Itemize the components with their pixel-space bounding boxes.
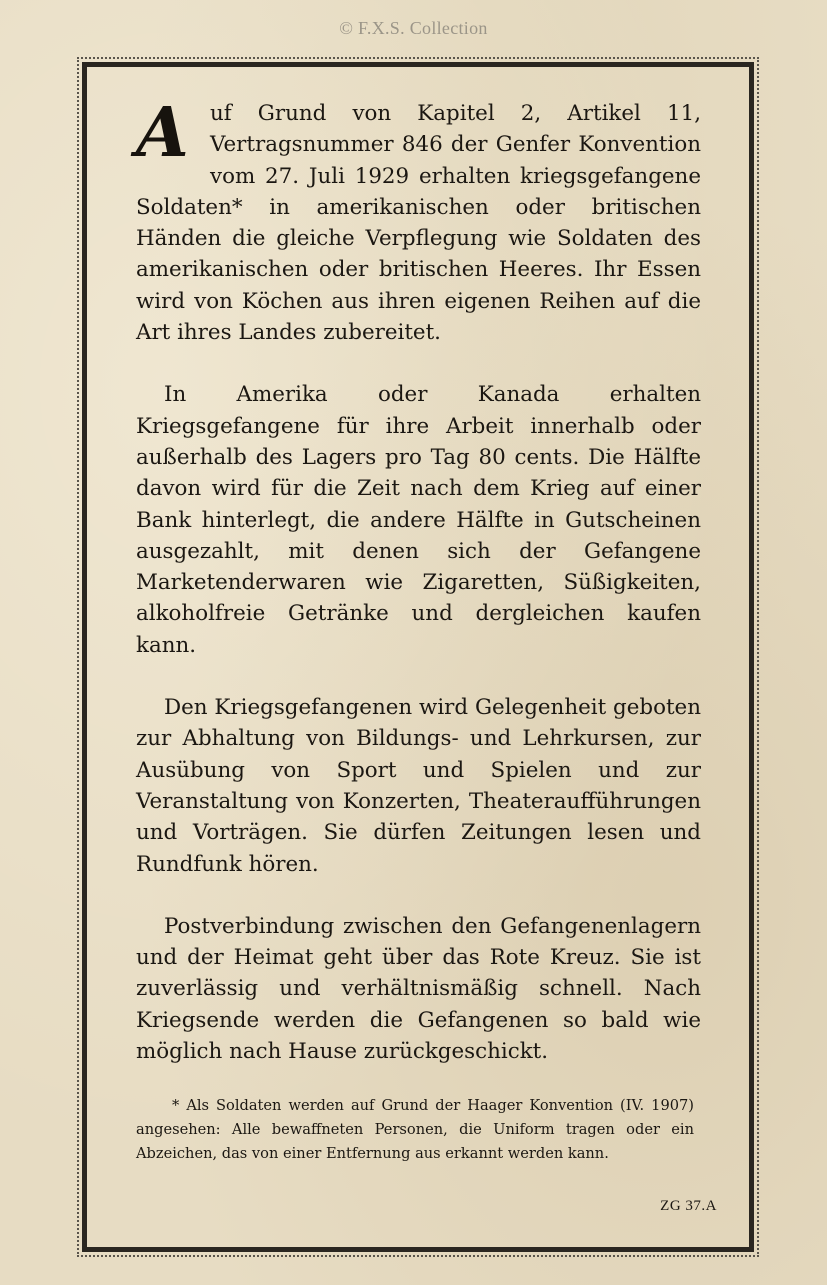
leaflet-body — [136, 93, 701, 1067]
watermark: © F.X.S. Collection — [339, 18, 488, 38]
paragraph-2: In Amerika oder Kanada erhalten Kriegsgefangene für ihre Arbeit innerhalb oder außerhalb des Lagers pro Tag 80 cents. Die Hälfte davon wird für die Zeit nach dem Krieg auf einer Bank hinterlegt, die andere Hälfte in Gutscheinen ausgezahlt, mit denen sich der Gefangene Marketenderwaren wie Zigaretten, Süßigkeiten, alkoholfreie Getränke und dergleichen kaufen kann. — [136, 382, 701, 658]
paragraph-1 — [136, 93, 701, 348]
footnote: * Als Soldaten werden auf Grund der Haager Konvention (IV. 1907) angesehen: Alle bewaffneten Personen, die Uniform tragen oder ein Abzeichen, das von einer Entfernung aus erkannt werden kann. — [136, 1097, 694, 1162]
print-code: ZG 37.A — [660, 1198, 717, 1214]
paragraph-3: Den Kriegsgefangenen wird Gelegenheit geboten zur Abhaltung von Bildungs- und Lehrkursen, zur Ausübung von Sport und Spielen und zur Veranstaltung von Konzerten, Theateraufführungen und Vorträgen. Sie dürfen Zeitungen lesen und Rundfunk hören. — [136, 695, 701, 877]
paragraph-1-text: uf Grund von Kapitel 2, Artikel 11, Vertragsnummer 846 der Genfer Konvention vom 27. Juli 1929 erhalten kriegsgefangene Soldaten* in amerikanischen oder britischen Händen die gleiche Verpflegung wie Soldaten des amerikanischen oder britischen Heeres. Ihr Essen wird von Köchen aus ihren eigenen Reihen auf die Art ihres Landes zubereitet. — [136, 101, 701, 346]
paragraph-4: Postverbindung zwischen den Gefangenenlagern und der Heimat geht über das Rote Kreuz. Sie ist zuverlässig und verhältnismäßig schnell. Nach Kriegsende werden die Gefangenen so bald wie möglich nach Hause zurückgeschickt. — [136, 913, 701, 1065]
drop-cap: A — [136, 93, 189, 173]
